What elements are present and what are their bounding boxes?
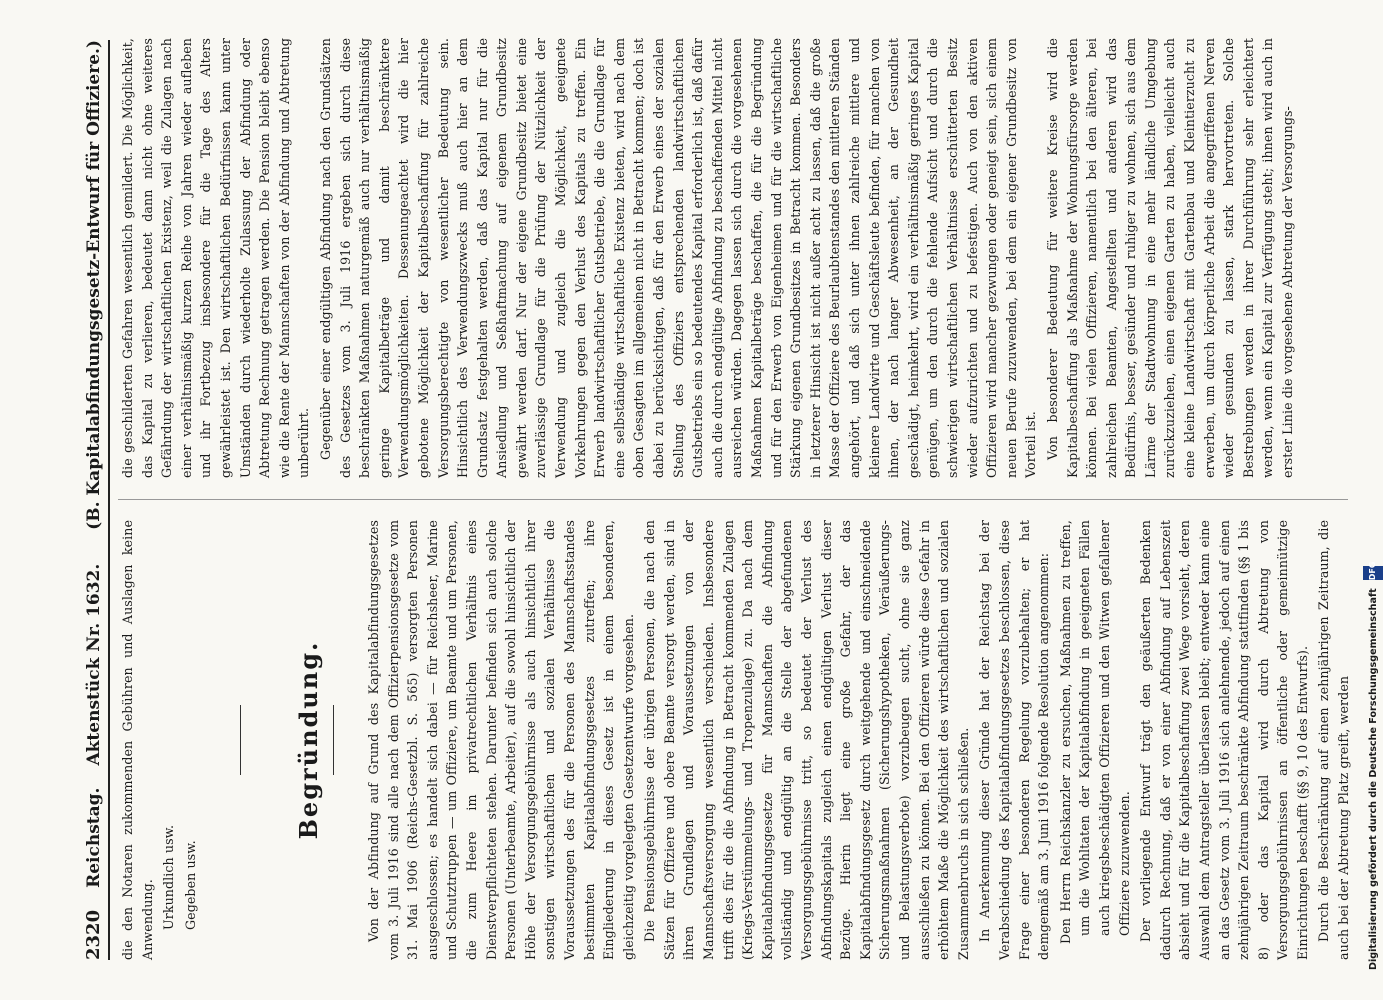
header-left: Reichstag. bbox=[84, 787, 104, 888]
header-right: (B. Kapitalabfindungsgesetz-Entwurf für Offiziere.) bbox=[84, 40, 104, 530]
page-header bbox=[70, 40, 110, 960]
body-paragraph: Die Pensionsgebührnisse der übrigen Personen, die nach den Sätzen für Offiziere und obere Beamte versorgt werden, sind in ihren Grundlagen und Voraussetzungen von der Mannschaftsversorgung wesentlich verschieden. Insbesondere trifft dies für die die Abfindung in Betracht kommenden Zulagen (Kriegs-Verstümmelungs- und Tropenzulage) zu. Da nach dem Kapitalabfindungsgesetze für Mannschaften die Abfindung vollständig und endgültig an die Stelle der abgefundenen Versorgungsgebührnisse tritt, so bedeutet der Verlust des Abfindungskapitals zugleich einen endgültigen Verlust dieser Bezüge. Hierin liegt eine große Gefahr, der das Kapitalabfindungsgesetz durch weitgehende und einschneidende Sicherungsmaßnahmen (Sicherungshypotheken, Veräußerungs- und Belastungsverbote) vorzubeugen sucht, ohne sie ganz ausschließen zu können. Bei den Offizieren würde diese Gefahr in erhöhtem Maße die Möglichkeit des wirtschaftlichen und sozialen Zusammenbruchs in sich schließen. bbox=[642, 520, 971, 960]
page-number: 2320 bbox=[83, 909, 104, 960]
side-note bbox=[1366, 10, 1380, 970]
column-divider bbox=[118, 499, 1348, 500]
resolution-text: Den Herrn Reichskanzler zu ersuchen, Maßnahmen zu treffen, um die Wohltaten der Kapitalabfindung in geeigneten Fällen auch kriegsbeschädigten Offizieren und den Witwen gefallener Offiziere zuzuwenden. bbox=[1057, 520, 1132, 944]
intro-line: die den Notaren zukommenden Gebühren und Auslagen keine Anwendung. bbox=[120, 520, 155, 960]
body-paragraph: Der vorliegende Entwurf trägt den geäußerten Bedenken dadurch Rechnung, daß er von einer Abfindung auf Lebenszeit absieht und für die Kapitalbeschaffung zwei Wege vorsieht, deren Auswahl dem Antragsteller überlassen bleibt; entweder kann eine an das Gesetz vom 3. Juli 1916 sich anlehnende, jedoch auf einen zehnjährigen Zeitraum beschränkte Abfindung stattfinden (§§ 1 bis 8) oder das Kapital wird durch Abtretung von Versorgungsgebührnissen an öffentliche oder gemeinnützige Einrichtungen beschafft (§§ 9, 10 des Entwurfs). bbox=[1138, 520, 1310, 960]
body-paragraph: Gegenüber einer endgültigen Abfindung nach den Grundsätzen des Gesetzes vom 3. Juli 1916 ergeben sich durch diese beschränkten Maßnahmen naturgemäß auch nur verhältnismäßig geringe Kapitalbeträge und damit beschränktere Verwendungsmöglichkeiten. Dessenungeachtet wird die hier gebotene Möglichkeit der Kapitalbeschaffung für zahlreiche Versorgungsberechtigte von wesentlicher Bedeutung sein. Hinsichtlich des Verwendungszwecks muß auch hier an dem Grundsatz festgehalten werden, daß das Kapital nur für die Ansiedlung und Seßhaftmachung auf eigenem Grundbesitz gewährt werden darf. Nur der eigene Grundbesitz bietet eine zuverlässige Grundlage für die Prüfung der Nützlichkeit der Verwendung und zugleich die Möglichkeit, geeignete Vorkehrungen gegen den Verlust des Kapitals zu treffen. Ein Erwerb landwirtschaftlicher Gutsbetriebe, die die Grundlage für eine selbständige wirtschaftliche Existenz bieten, wird nach dem oben Gesagten im allgemeinen nicht in Betracht kommen; doch ist dabei zu berücksichtigen, daß für den Erwerb eines der sozialen Stellung des Offiziers entsprechenden landwirtschaftlichen Gutsbetriebs ein so bedeutendes Kapital erforderlich ist, daß dafür auch die durch endgültige Abfindung zu beschaffenden Mittel nicht ausreichen würden. Dagegen lassen sich durch die vorgesehenen Maßnahmen Kapitalbeträge beschaffen, die für die Begründung und für den Erwerb von Eigenheimen und für die wirtschaftliche Stärkung eigenen Grundbesitzes in Betracht kommen. Besonders in letzterer Hinsicht ist nicht außer acht zu lassen, daß die große Masse der Offiziere des Beurlaubtenstandes den mittleren Ständen angehört, und daß sich unter ihnen zahlreiche mittlere und kleinere Landwirte und Geschäftsleute befinden, für manchen von ihnen, der nach langer Abwesenheit, an der Gesundheit geschädigt, heimkehrt, wird ein verhältnismäßig geringes Kapital genügen, um den durch die fehlende Aufsicht und durch die schwierigen wirtschaftlichen Verhältnisse erschütterten Besitz wieder aufzurichten und zu befestigen. Auch von den aktiven Offizieren wird mancher gezwungen oder geneigt sein, sich einem neuen Berufe zuzuwenden, bei dem ein eigener Grundbesitz von Vorteil ist. bbox=[317, 38, 1039, 478]
intro-line: Gegeben usw. bbox=[182, 840, 198, 930]
body-paragraph: In Anerkennung dieser Gründe hat der Reichstag bei der Verabschiedung des Kapitalabfindungsgesetzes beschlossen, diese Frage einer besonderen Regelung vorzubehalten; er hat demgemäß am 3. Juni 1916 folgende Resolution angenommen: bbox=[977, 520, 1052, 960]
body-paragraph: Durch die Beschränkung auf einen zehnjährigen Zeitraum, die auch bei der Abtretung Platz greift, werden bbox=[1316, 520, 1352, 960]
section-heading: Begründung. bbox=[294, 640, 324, 840]
intro-line: Urkundlich usw. bbox=[161, 824, 177, 930]
divider-rule bbox=[240, 705, 241, 775]
dfg-logo: DFG bbox=[1363, 566, 1383, 580]
body-paragraph: Von der Abfindung auf Grund des Kapitalabfindungsgesetzes vom 3. Juli 1916 sind alle nach dem Offizierpensionsgesetze vom 31. Mai 1906 (Reichs-Gesetzbl. S. 565) versorgten Personen ausgeschlossen; es handelt sich dabei — für Reichsheer, Marine und Schutztruppen — um Offiziere, um Beamte und um Personen, die zum Heere im privatrechtlichen Verhältnis eines Dienstverpflichteten stehen. Darunter befinden sich auch solche Personen (Unterbeamte, Arbeiter), auf die sowohl hinsichtlich der Höhe der Versorgungsgebührnisse als auch hinsichtlich ihrer sonstigen wirtschaftlichen und sozialen Verhältnisse die Voraussetzungen des für die Personen des Mannschaftsstandes bestimmten Kapitalabfindungsgesetzes zutreffen; ihre Eingliederung in dieses Gesetz ist in einem besonderen, gleichzeitig vorgelegten Gesetzentwurfe vorgesehen. bbox=[365, 520, 636, 960]
header-center: Aktenstück Nr. 1632. bbox=[84, 563, 104, 766]
right-column bbox=[118, 38, 1348, 478]
body-paragraph: Von besonderer Bedeutung für weitere Kreise wird die Kapitalbeschaffung als Maßnahme der Wohnungsfürsorge werden können. Bei vielen Offizieren, namentlich bei den älteren, bei zahlreichen Beamten, Angestellten und anderen wird das Bedürfnis, besser, gesünder und ruhiger zu wohnen, sich aus dem Lärme der Stadtwohnung in eine mehr ländliche Umgebung zurückzuziehen, einen eigenen Garten zu haben, vielleicht auch eine kleine Landwirtschaft mit Gartenbau und Kleintierzucht zu erwerben, um durch körperliche Arbeit die angegriffenen Nerven wieder gesunden zu lassen, stark hervortreten. Solche Bestrebungen werden in ihrer Durchführung sehr erleichtert werden, wenn ein Kapital zur Verfügung steht; ihnen wird auch in erster Linie die vorgesehene Abtretung der Versorgungs- bbox=[1044, 38, 1296, 478]
side-note-text: Digitalisierung gefördert durch die Deutsche Forschungsgemeinschaft bbox=[1367, 588, 1379, 970]
body-paragraph: die geschilderten Gefahren wesentlich gemildert. Die Möglichkeit, das Kapital zu verlieren, bedeutet dann nicht ohne weiteres Gefährdung der wirtschaftlichen Existenz, weil die Zulagen nach einer verhältnismäßig kurzen Reihe von Jahren wieder aufleben und ihr Fortbezug insbesondere für die Tage des Alters gewährleistet ist. Den wirtschaftlichen Bedürfnissen kann unter Umständen durch wiederholte Zulassung der Abfindung oder Abtretung Rechnung getragen werden. Die Pension bleibt ebenso wie die Rente der Mannschaften von der Abfindung und Abtretung unberührt. bbox=[120, 38, 312, 478]
divider-rule bbox=[333, 705, 334, 775]
left-column bbox=[118, 520, 1352, 960]
